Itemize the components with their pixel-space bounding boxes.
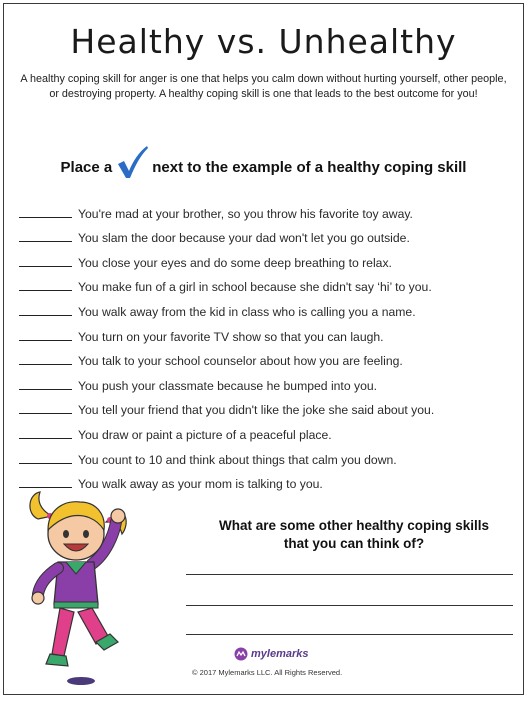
answer-blank[interactable] [19, 289, 72, 291]
item-text: You walk away from the kid in class who is calling you a name. [78, 304, 416, 319]
page-title: Healthy vs. Unhealthy [70, 22, 457, 61]
item-text: You make fun of a girl in school because she didn't say ‘hi’ to you. [78, 280, 432, 295]
list-item [19, 368, 434, 393]
answer-blank[interactable] [19, 462, 72, 464]
answer-blank[interactable] [19, 240, 72, 242]
item-text: You walk away as your mom is talking to you. [78, 477, 323, 492]
checkmark-icon [114, 144, 150, 180]
footer-logo [234, 647, 309, 661]
item-text: You draw or paint a picture of a peaceful place. [78, 427, 332, 442]
answer-blank[interactable] [19, 265, 72, 267]
mylemarks-logo-icon [234, 647, 248, 661]
item-text: You talk to your school counselor about how you are feeling. [78, 354, 403, 369]
list-item [19, 196, 434, 221]
answer-blank[interactable] [19, 388, 72, 390]
answer-line[interactable] [186, 634, 513, 635]
answer-line[interactable] [186, 574, 513, 575]
question-line-1: What are some other healthy coping skills [218, 518, 490, 533]
item-text: You count to 10 and think about things that calm you down. [78, 452, 397, 467]
list-item [19, 442, 434, 467]
instruction-text-before: Place a [60, 159, 113, 176]
answer-blank[interactable] [19, 363, 72, 365]
instruction-text-after: next to the example of a healthy coping skill [152, 159, 467, 176]
intro-paragraph: A healthy coping skill for anger is one that helps you calm down without hurting yourself, other people, or destroying property. A healthy coping skill is one that leads to the best outcome for you! [20, 73, 507, 100]
logo-text: mylemarks [251, 648, 309, 660]
coping-examples-list [19, 196, 434, 491]
girl-illustration [26, 484, 156, 689]
answer-blank[interactable] [19, 339, 72, 341]
item-text: You tell your friend that you didn't like the joke she said about you. [78, 403, 435, 418]
item-text: You push your classmate because he bumped into you. [78, 378, 378, 393]
item-text: You slam the door because your dad won't let you go outside. [78, 231, 410, 246]
copyright-text: © 2017 Mylemarks LLC. All Rights Reserved. [192, 668, 343, 677]
list-item [19, 393, 434, 418]
worksheet-page [3, 3, 524, 695]
item-text: You're mad at your brother, so you throw his favorite toy away. [78, 206, 413, 221]
list-item [19, 245, 434, 270]
answer-blank[interactable] [19, 314, 72, 316]
list-item [19, 270, 434, 295]
list-item [19, 319, 434, 344]
instruction-heading [4, 144, 523, 176]
item-text: You turn on your favorite TV show so that you can laugh. [78, 329, 384, 344]
open-question [184, 517, 524, 553]
list-item [19, 294, 434, 319]
list-item [19, 417, 434, 442]
list-item [19, 221, 434, 246]
list-item [19, 344, 434, 369]
answer-blank[interactable] [19, 216, 72, 218]
answer-blank[interactable] [19, 412, 72, 414]
question-line-2: that you can think of? [283, 536, 425, 551]
answer-blank[interactable] [19, 437, 72, 439]
item-text: You close your eyes and do some deep breathing to relax. [78, 255, 392, 270]
answer-line[interactable] [186, 605, 513, 606]
